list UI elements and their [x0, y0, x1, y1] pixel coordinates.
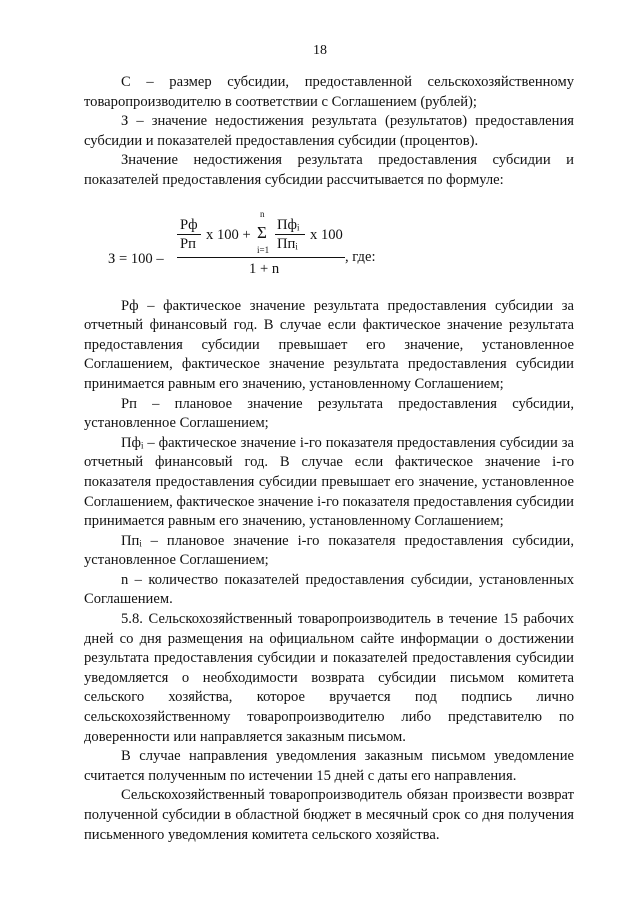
paragraph-registered-letter: В случае направления уведомления заказным письмом уведомление считается полученным по истечении 15 дней с даты его направления.	[84, 748, 574, 784]
document-body	[84, 73, 574, 845]
formula-times100: x 100	[310, 226, 343, 243]
formula-inner-fraction-line-2	[275, 234, 305, 235]
formula-rp: Рп	[180, 235, 196, 252]
paragraph-pp-definition: Ппᵢ – плановое значение i-го показателя предоставления субсидии, установленное Соглашением;	[84, 532, 574, 569]
formula-lhs: З = 100 –	[108, 250, 164, 267]
page-number: 18	[313, 43, 327, 58]
paragraph-z-definition: З – значение недостижения результата (результатов) предоставления субсидии и показателей предоставления субсидии (процентов).	[84, 113, 574, 149]
formula-where: , где:	[345, 248, 376, 265]
paragraph-c-definition: С – размер субсидии, предоставленной сельскохозяйственному товаропроизводителю в соответствии с Соглашением (рублей);	[84, 74, 574, 110]
formula-inner-fraction-line-1	[177, 234, 201, 235]
formula-main-fraction-line	[177, 257, 345, 258]
formula-sum-bottom: i=1	[257, 244, 270, 255]
formula-rf: Рф	[180, 216, 198, 233]
paragraph-rf-definition: Рф – фактическое значение результата предоставления субсидии за отчетный финансовый год. В случае если фактическое значение результата предоставления субсидии превышает его значение, установленное Соглашением, фактическое значение результата предоставления субсидии принимается равным его значению, установленному Соглашением;	[84, 297, 574, 392]
formula-pf: Пфᵢ	[277, 216, 300, 233]
formula-denominator: 1 + n	[249, 260, 280, 277]
paragraph-5-8: 5.8. Сельскохозяйственный товаропроизводитель в течение 15 рабочих дней со дня размещения на официальном сайте информации о достижении результата предоставления субсидии и показателей предоставления субсидии уведомляется о необходимости возврата субсидии письмом комитета сельского хозяйства, которое вручается под подпись лично сельскохозяйственному товаропроизводителю либо представителю по доверенности или направляется заказным письмом.	[84, 611, 574, 745]
paragraph-formula-intro: Значение недостижения результата предоставления субсидии и показателей предоставления субсидии рассчитывается по формуле:	[84, 152, 574, 188]
formula-times100-plus: x 100 +	[206, 226, 251, 243]
formula-sum-top: n	[260, 208, 265, 219]
formula	[84, 203, 574, 281]
paragraph-n-definition: n – количество показателей предоставления субсидии, установленных Соглашением.	[84, 571, 574, 608]
paragraph-rp-definition: Рп – плановое значение результата предоставления субсидии, установленное Соглашением;	[84, 395, 574, 432]
formula-pp: Ппᵢ	[277, 235, 298, 252]
paragraph-pf-definition: Пфᵢ – фактическое значение i-го показателя предоставления субсидии за отчетный финансовый год. В случае если фактическое значение i-го показателя предоставления субсидии превышает его значение, установленное Соглашением, фактическое значение i-го показателя предоставления субсидии принимается равным его значению, установленному Соглашением;	[84, 434, 574, 530]
formula-sigma: Σ	[257, 222, 267, 242]
paragraph-refund-obligation: Сельскохозяйственный товаропроизводитель обязан произвести возврат полученной субсидии в областной бюджет в месячный срок со дня получения письменного уведомления комитета сельского хозяйства.	[84, 787, 574, 843]
